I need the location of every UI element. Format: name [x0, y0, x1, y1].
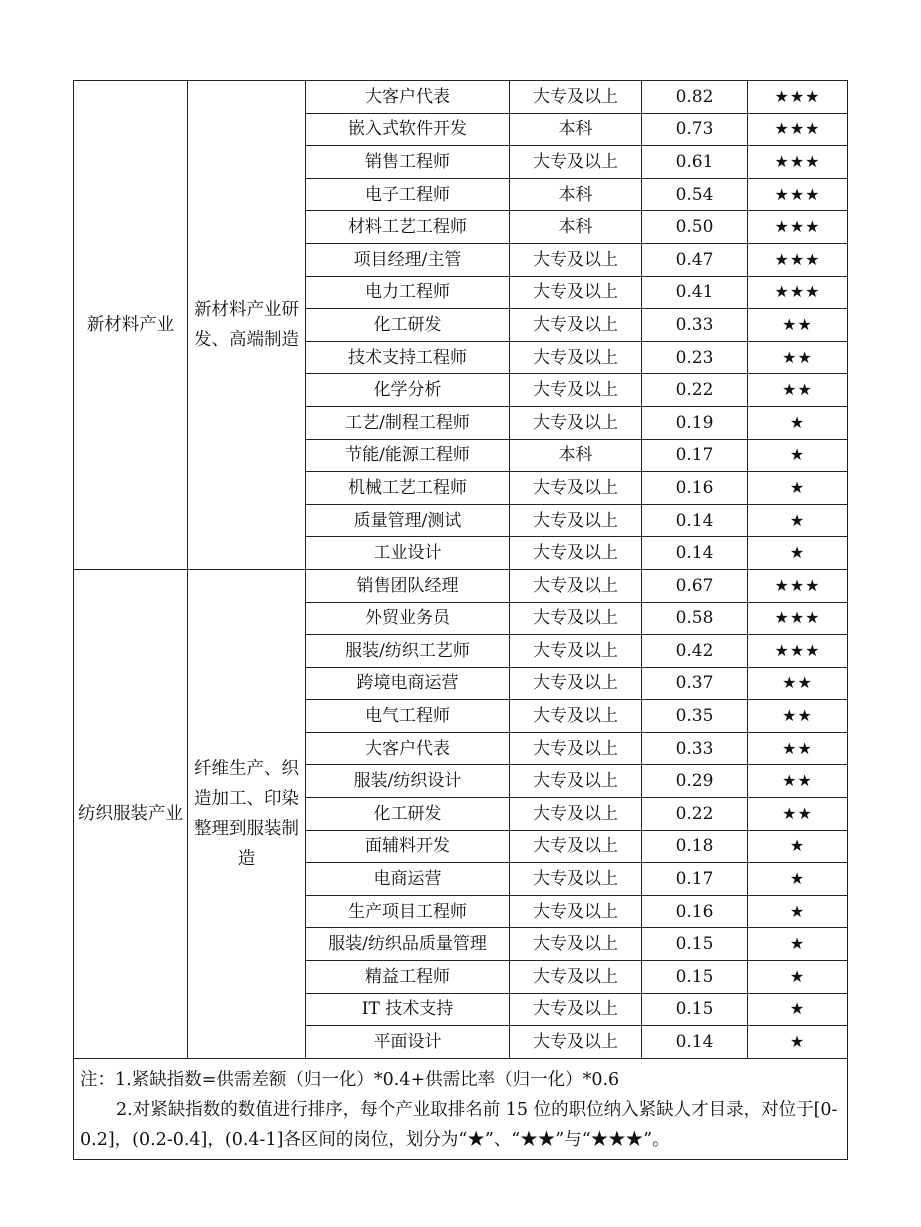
position-cell: 节能/能源工程师	[306, 439, 510, 472]
position-cell: 平面设计	[306, 1026, 510, 1059]
shortage-index-cell: 0.15	[642, 928, 748, 961]
education-cell: 本科	[510, 211, 642, 244]
shortage-index-cell: 0.33	[642, 309, 748, 342]
star-rating-cell: ★	[748, 439, 848, 472]
subsector-cell: 纤维生产、织造加工、印染整理到服装制造	[188, 569, 306, 1058]
education-cell: 大专及以上	[510, 798, 642, 831]
star-rating-cell: ★★	[748, 700, 848, 733]
shortage-index-cell: 0.17	[642, 863, 748, 896]
shortage-index-cell: 0.35	[642, 700, 748, 733]
education-cell: 大专及以上	[510, 895, 642, 928]
shortage-index-cell: 0.54	[642, 178, 748, 211]
education-cell: 大专及以上	[510, 243, 642, 276]
shortage-index-cell: 0.41	[642, 276, 748, 309]
shortage-talent-table	[73, 80, 848, 1160]
position-cell: 质量管理/测试	[306, 504, 510, 537]
position-cell: 工业设计	[306, 537, 510, 570]
position-cell: 销售工程师	[306, 146, 510, 179]
education-cell: 本科	[510, 178, 642, 211]
education-cell: 大专及以上	[510, 537, 642, 570]
shortage-talent-table-container	[73, 80, 847, 1160]
education-cell: 大专及以上	[510, 1026, 642, 1059]
position-cell: 机械工艺工程师	[306, 472, 510, 505]
star-rating-cell: ★★★	[748, 635, 848, 668]
star-rating-cell: ★★	[748, 765, 848, 798]
education-cell: 本科	[510, 439, 642, 472]
shortage-index-cell: 0.15	[642, 993, 748, 1026]
shortage-index-cell: 0.42	[642, 635, 748, 668]
star-rating-cell: ★★★	[748, 178, 848, 211]
table-row	[74, 81, 848, 114]
shortage-index-cell: 0.14	[642, 537, 748, 570]
shortage-index-cell: 0.18	[642, 830, 748, 863]
position-cell: 大客户代表	[306, 732, 510, 765]
position-cell: 嵌入式软件开发	[306, 113, 510, 146]
star-rating-cell: ★★★	[748, 211, 848, 244]
education-cell: 大专及以上	[510, 700, 642, 733]
position-cell: 工艺/制程工程师	[306, 406, 510, 439]
star-rating-cell: ★	[748, 406, 848, 439]
star-rating-cell: ★	[748, 472, 848, 505]
shortage-index-cell: 0.19	[642, 406, 748, 439]
subsector-cell: 新材料产业研发、高端制造	[188, 81, 306, 570]
shortage-index-cell: 0.58	[642, 602, 748, 635]
shortage-index-cell: 0.47	[642, 243, 748, 276]
star-rating-cell: ★★	[748, 798, 848, 831]
position-cell: 精益工程师	[306, 961, 510, 994]
position-cell: 大客户代表	[306, 81, 510, 114]
shortage-index-cell: 0.33	[642, 732, 748, 765]
position-cell: 跨境电商运营	[306, 667, 510, 700]
position-cell: 电气工程师	[306, 700, 510, 733]
shortage-index-cell: 0.15	[642, 961, 748, 994]
position-cell: 化学分析	[306, 374, 510, 407]
education-cell: 大专及以上	[510, 146, 642, 179]
position-cell: 电力工程师	[306, 276, 510, 309]
education-cell: 大专及以上	[510, 309, 642, 342]
note-line-2: 2.对紧缺指数的数值进行排序，每个产业取排名前 15 位的职位纳入紧缺人才目录，对位于[0-0.2]，(0.2-0.4]，(0.4-1]各区间的岗位，划分为“★”、“★★”与“★★★”。	[80, 1099, 838, 1150]
star-rating-cell: ★★	[748, 732, 848, 765]
education-cell: 大专及以上	[510, 928, 642, 961]
position-cell: IT 技术支持	[306, 993, 510, 1026]
shortage-index-cell: 0.22	[642, 374, 748, 407]
star-rating-cell: ★★	[748, 309, 848, 342]
star-rating-cell: ★	[748, 961, 848, 994]
position-cell: 外贸业务员	[306, 602, 510, 635]
education-cell: 大专及以上	[510, 635, 642, 668]
star-rating-cell: ★	[748, 863, 848, 896]
position-cell: 技术支持工程师	[306, 341, 510, 374]
shortage-index-cell: 0.23	[642, 341, 748, 374]
education-cell: 大专及以上	[510, 961, 642, 994]
star-rating-cell: ★★	[748, 341, 848, 374]
star-rating-cell: ★	[748, 537, 848, 570]
star-rating-cell: ★★★	[748, 569, 848, 602]
position-cell: 面辅料开发	[306, 830, 510, 863]
shortage-index-cell: 0.17	[642, 439, 748, 472]
star-rating-cell: ★	[748, 504, 848, 537]
star-rating-cell: ★★★	[748, 243, 848, 276]
education-cell: 大专及以上	[510, 569, 642, 602]
education-cell: 大专及以上	[510, 602, 642, 635]
education-cell: 本科	[510, 113, 642, 146]
position-cell: 电子工程师	[306, 178, 510, 211]
position-cell: 服装/纺织品质量管理	[306, 928, 510, 961]
education-cell: 大专及以上	[510, 830, 642, 863]
star-rating-cell: ★★★	[748, 602, 848, 635]
star-rating-cell: ★	[748, 928, 848, 961]
shortage-index-cell: 0.50	[642, 211, 748, 244]
position-cell: 销售团队经理	[306, 569, 510, 602]
shortage-index-cell: 0.16	[642, 472, 748, 505]
star-rating-cell: ★★	[748, 374, 848, 407]
education-cell: 大专及以上	[510, 472, 642, 505]
star-rating-cell: ★	[748, 993, 848, 1026]
position-cell: 化工研发	[306, 798, 510, 831]
shortage-index-cell: 0.16	[642, 895, 748, 928]
industry-name-cell: 纺织服装产业	[74, 569, 188, 1058]
position-cell: 项目经理/主管	[306, 243, 510, 276]
star-rating-cell: ★★	[748, 667, 848, 700]
position-cell: 生产项目工程师	[306, 895, 510, 928]
shortage-index-cell: 0.67	[642, 569, 748, 602]
shortage-index-cell: 0.73	[642, 113, 748, 146]
notes-cell	[74, 1058, 848, 1159]
education-cell: 大专及以上	[510, 374, 642, 407]
education-cell: 大专及以上	[510, 667, 642, 700]
industry-name-cell: 新材料产业	[74, 81, 188, 570]
education-cell: 大专及以上	[510, 504, 642, 537]
education-cell: 大专及以上	[510, 993, 642, 1026]
education-cell: 大专及以上	[510, 732, 642, 765]
position-cell: 服装/纺织工艺师	[306, 635, 510, 668]
table-body	[74, 81, 848, 1160]
shortage-index-cell: 0.61	[642, 146, 748, 179]
education-cell: 大专及以上	[510, 276, 642, 309]
education-cell: 大专及以上	[510, 81, 642, 114]
star-rating-cell: ★★★	[748, 81, 848, 114]
education-cell: 大专及以上	[510, 406, 642, 439]
notes-row	[74, 1058, 848, 1159]
shortage-index-cell: 0.22	[642, 798, 748, 831]
position-cell: 化工研发	[306, 309, 510, 342]
shortage-index-cell: 0.82	[642, 81, 748, 114]
star-rating-cell: ★	[748, 1026, 848, 1059]
position-cell: 服装/纺织设计	[306, 765, 510, 798]
star-rating-cell: ★★★	[748, 113, 848, 146]
education-cell: 大专及以上	[510, 341, 642, 374]
star-rating-cell: ★	[748, 830, 848, 863]
star-rating-cell: ★	[748, 895, 848, 928]
shortage-index-cell: 0.14	[642, 1026, 748, 1059]
education-cell: 大专及以上	[510, 765, 642, 798]
shortage-index-cell: 0.29	[642, 765, 748, 798]
position-cell: 电商运营	[306, 863, 510, 896]
education-cell: 大专及以上	[510, 863, 642, 896]
shortage-index-cell: 0.37	[642, 667, 748, 700]
position-cell: 材料工艺工程师	[306, 211, 510, 244]
shortage-index-cell: 0.14	[642, 504, 748, 537]
star-rating-cell: ★★★	[748, 146, 848, 179]
note-line-1: 注：1.紧缺指数=供需差额（归一化）*0.4+供需比率（归一化）*0.6	[80, 1069, 620, 1090]
star-rating-cell: ★★★	[748, 276, 848, 309]
table-row	[74, 569, 848, 602]
